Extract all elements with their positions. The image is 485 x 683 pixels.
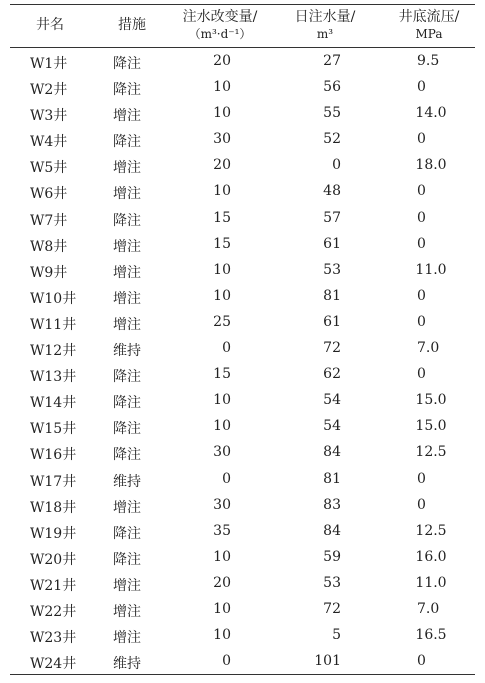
cell-pressure: [410, 53, 452, 69]
cell-change: 10: [213, 627, 231, 644]
cell-daily: 81: [323, 470, 341, 487]
cell-well: W7井: [30, 212, 68, 229]
cell-daily: 54: [323, 418, 341, 435]
cell-daily: 52: [323, 131, 341, 148]
cell-daily: 59: [323, 548, 341, 565]
cell-daily: 53: [323, 261, 341, 278]
cell-change: 20: [213, 574, 231, 591]
cell-measure: 增注: [113, 603, 141, 620]
pressure-value: 0: [417, 79, 426, 96]
pressure-value: 14.0: [415, 105, 447, 122]
cell-measure: 降注: [113, 56, 141, 72]
cell-well: W16井: [30, 447, 77, 464]
pressure-value: 7.0: [417, 340, 440, 357]
cell-measure: 降注: [113, 395, 141, 412]
cell-pressure: [410, 131, 452, 147]
cell-daily: 84: [323, 522, 341, 539]
cell-pressure: [410, 444, 452, 460]
table-row: [10, 48, 475, 74]
pressure-value: 12.5: [415, 444, 447, 461]
table-row: [10, 492, 475, 518]
cell-measure: 降注: [113, 82, 141, 99]
cell-change: 10: [213, 548, 231, 565]
cell-daily: 62: [323, 366, 341, 383]
cell-pressure: [410, 575, 452, 591]
table-row: [10, 596, 475, 622]
cell-well: W11井: [30, 316, 77, 333]
cell-change: 10: [213, 261, 231, 278]
header-change-line2: （m³·d⁻¹）: [188, 27, 252, 41]
cell-pressure: [410, 314, 452, 330]
cell-measure: 维持: [113, 656, 141, 673]
pressure-value: 16.0: [415, 548, 447, 565]
cell-change: 30: [213, 131, 231, 148]
table-body: [10, 48, 475, 674]
pressure-value: 0: [417, 287, 426, 304]
table-row: [10, 100, 475, 126]
header-pressure-line1: 井底流压/: [398, 9, 460, 25]
cell-well: W5井: [30, 160, 68, 177]
pressure-value: 0: [417, 470, 426, 487]
pressure-value: 12.5: [415, 522, 447, 539]
cell-daily: 5: [332, 627, 341, 644]
table-row: [10, 309, 475, 335]
cell-measure: 增注: [113, 316, 141, 333]
well-injection-table: [10, 4, 475, 675]
cell-pressure: [410, 366, 452, 382]
cell-change: 10: [213, 392, 231, 409]
pressure-value: 0: [417, 313, 426, 330]
header-change-line1: 注水改变量/: [182, 9, 258, 25]
header-daily-line1: 日注水量/: [294, 9, 356, 25]
cell-change: 10: [213, 79, 231, 96]
cell-change: 0: [222, 340, 231, 357]
header-well: 井名: [36, 17, 64, 33]
cell-measure: 增注: [113, 630, 141, 647]
table-row: [10, 648, 475, 674]
cell-pressure: [410, 262, 452, 278]
table-row: [10, 387, 475, 413]
table-row: [10, 544, 475, 570]
pressure-value: 16.5: [415, 627, 447, 644]
cell-well: W6井: [30, 186, 68, 203]
pressure-value: 15.0: [415, 418, 447, 435]
cell-well: W1井: [30, 56, 68, 72]
cell-measure: 增注: [113, 160, 141, 177]
header-pressure: [384, 9, 474, 43]
cell-measure: 维持: [113, 473, 141, 490]
cell-well: W24井: [30, 656, 77, 673]
table-row: [10, 622, 475, 648]
table-row: [10, 257, 475, 283]
header-measure: 措施: [118, 17, 146, 33]
table-row: [10, 74, 475, 100]
header-daily-line2: m³: [316, 27, 334, 41]
cell-pressure: [410, 288, 452, 304]
bottom-rule: [10, 674, 475, 675]
table-row: [10, 231, 475, 257]
cell-well: W21井: [30, 577, 77, 594]
cell-well: W14井: [30, 395, 77, 412]
table-row: [10, 361, 475, 387]
cell-change: 10: [213, 105, 231, 122]
cell-measure: 降注: [113, 421, 141, 438]
cell-pressure: [410, 523, 452, 539]
pressure-value: 7.0: [417, 600, 440, 617]
cell-well: W10井: [30, 290, 77, 307]
cell-pressure: [410, 157, 452, 173]
cell-pressure: [410, 549, 452, 565]
table-row: [10, 178, 475, 204]
cell-measure: 降注: [113, 212, 141, 229]
cell-well: W18井: [30, 499, 77, 516]
table-row: [10, 439, 475, 465]
cell-measure: 增注: [113, 108, 141, 125]
pressure-value: 11.0: [415, 261, 447, 278]
cell-daily: 0: [332, 157, 341, 174]
cell-pressure: [410, 210, 452, 226]
pressure-value: 11.0: [415, 574, 447, 591]
cell-daily: 53: [323, 574, 341, 591]
cell-daily: 27: [323, 53, 341, 69]
cell-change: 10: [213, 287, 231, 304]
cell-daily: 81: [323, 287, 341, 304]
header-change: [170, 9, 270, 43]
cell-well: W9井: [30, 264, 68, 281]
cell-change: 25: [213, 313, 231, 330]
table-row: [10, 466, 475, 492]
cell-change: 10: [213, 183, 231, 200]
pressure-value: 0: [417, 496, 426, 513]
table-row: [10, 205, 475, 231]
cell-measure: 增注: [113, 238, 141, 255]
cell-measure: 增注: [113, 290, 141, 307]
table-row: [10, 413, 475, 439]
cell-change: 30: [213, 444, 231, 461]
cell-daily: 57: [323, 209, 341, 226]
cell-change: 15: [213, 366, 231, 383]
cell-measure: 降注: [113, 447, 141, 464]
cell-measure: 维持: [113, 343, 141, 360]
cell-pressure: [410, 105, 452, 121]
table-row: [10, 570, 475, 596]
cell-well: W19井: [30, 525, 77, 542]
cell-daily: 48: [323, 183, 341, 200]
cell-change: 0: [222, 653, 231, 670]
header-pressure-line2: MPa: [415, 27, 443, 41]
cell-daily: 72: [323, 340, 341, 357]
cell-daily: 72: [323, 600, 341, 617]
cell-well: W3井: [30, 108, 68, 125]
cell-pressure: [410, 236, 452, 252]
cell-daily: 54: [323, 392, 341, 409]
cell-pressure: [410, 601, 452, 617]
cell-measure: 增注: [113, 577, 141, 594]
cell-change: 15: [213, 209, 231, 226]
cell-measure: 降注: [113, 369, 141, 386]
cell-measure: 降注: [113, 525, 141, 542]
cell-well: W4井: [30, 134, 68, 151]
cell-change: 15: [213, 235, 231, 252]
header-daily: [280, 9, 370, 43]
cell-change: 20: [213, 157, 231, 174]
cell-measure: 增注: [113, 499, 141, 516]
cell-daily: 84: [323, 444, 341, 461]
cell-measure: 降注: [113, 551, 141, 568]
cell-well: W23井: [30, 630, 77, 647]
cell-daily: 55: [323, 105, 341, 122]
cell-well: W2井: [30, 82, 68, 99]
pressure-value: 0: [417, 183, 426, 200]
cell-pressure: [410, 627, 452, 643]
pressure-value: 0: [417, 653, 426, 670]
cell-daily: 61: [323, 313, 341, 330]
table-row: [10, 283, 475, 309]
pressure-value: 0: [417, 235, 426, 252]
cell-measure: 增注: [113, 186, 141, 203]
cell-well: W13井: [30, 369, 77, 386]
pressure-value: 0: [417, 366, 426, 383]
cell-daily: 83: [323, 496, 341, 513]
cell-measure: 增注: [113, 264, 141, 281]
pressure-value: 15.0: [415, 392, 447, 409]
cell-pressure: [410, 471, 452, 487]
pressure-value: 18.0: [415, 157, 447, 174]
cell-well: W22井: [30, 603, 77, 620]
cell-change: 10: [213, 600, 231, 617]
table-row: [10, 518, 475, 544]
cell-change: 0: [222, 470, 231, 487]
cell-pressure: [410, 497, 452, 513]
cell-pressure: [410, 418, 452, 434]
pressure-value: 9.5: [417, 53, 440, 69]
pressure-value: 0: [417, 209, 426, 226]
cell-daily: 61: [323, 235, 341, 252]
cell-pressure: [410, 79, 452, 95]
cell-daily: 56: [323, 79, 341, 96]
cell-well: W17井: [30, 473, 77, 490]
cell-well: W12井: [30, 343, 77, 360]
cell-well: W20井: [30, 551, 77, 568]
table-header: [10, 5, 475, 47]
table-row: [10, 126, 475, 152]
cell-pressure: [410, 340, 452, 356]
cell-measure: 降注: [113, 134, 141, 151]
cell-change: 35: [213, 522, 231, 539]
table-row: [10, 335, 475, 361]
pressure-value: 0: [417, 131, 426, 148]
cell-change: 20: [213, 53, 231, 69]
cell-pressure: [410, 183, 452, 199]
cell-daily: 101: [314, 653, 341, 670]
cell-change: 30: [213, 496, 231, 513]
cell-well: W15井: [30, 421, 77, 438]
cell-pressure: [410, 653, 452, 669]
cell-pressure: [410, 392, 452, 408]
cell-change: 10: [213, 418, 231, 435]
cell-well: W8井: [30, 238, 68, 255]
table-row: [10, 152, 475, 178]
